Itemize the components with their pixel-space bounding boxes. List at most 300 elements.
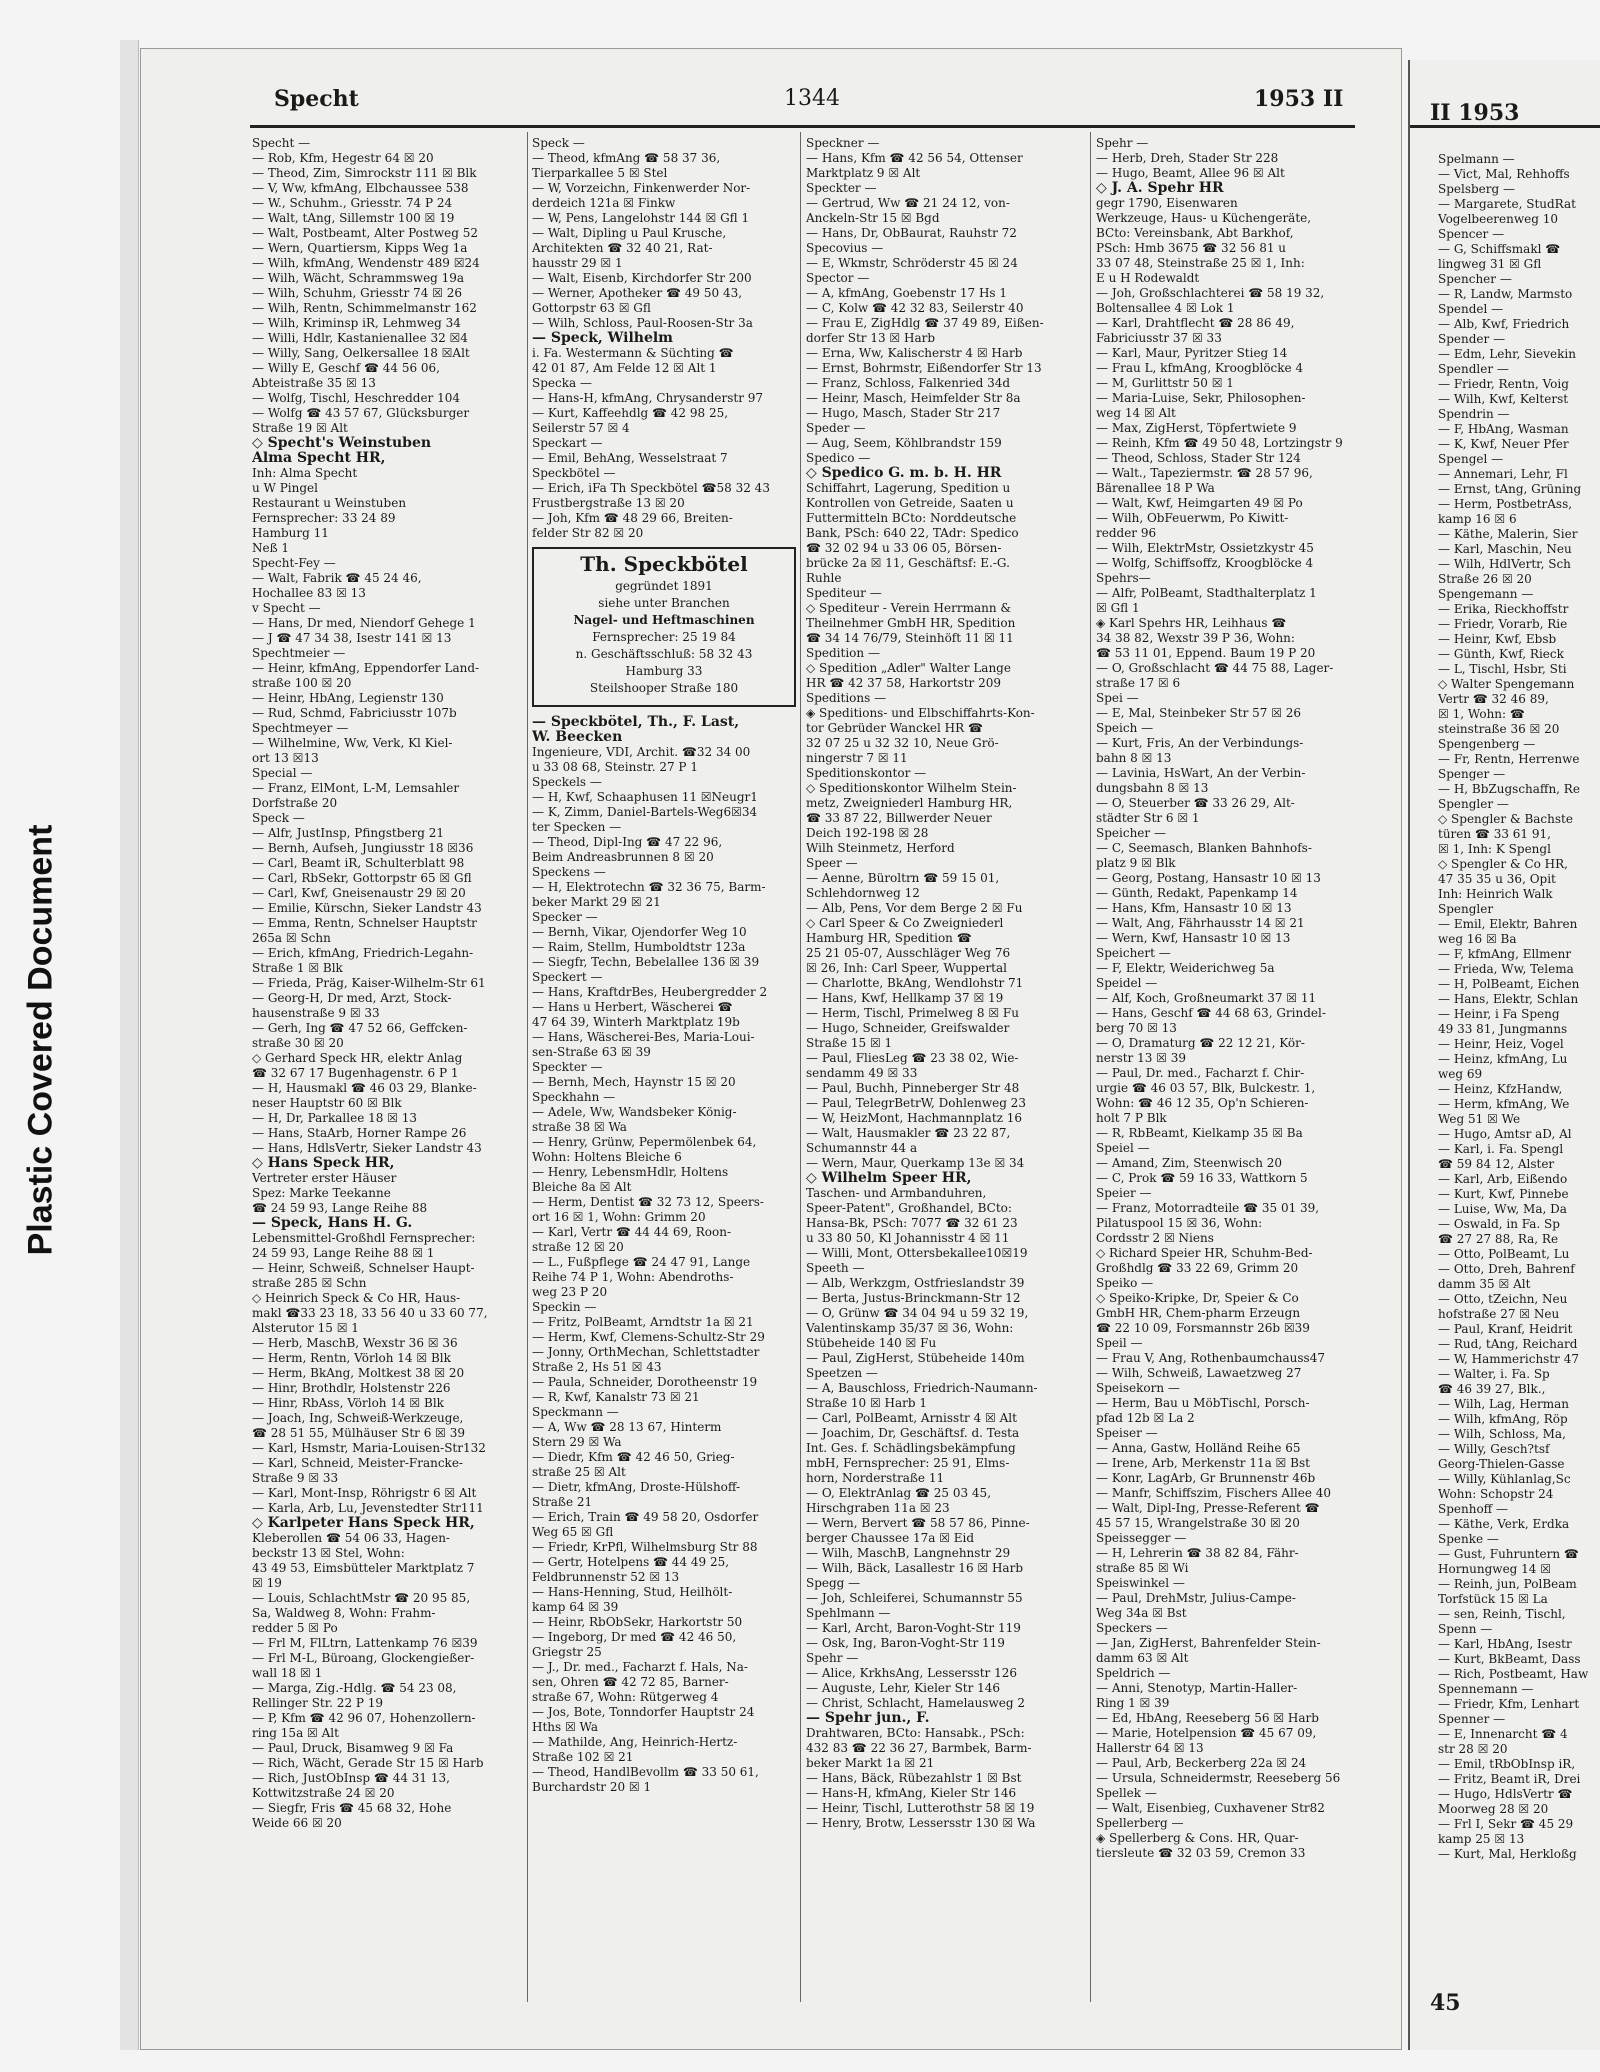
directory-entry: — Heinr, Schweiß, Schnelser Haupt- xyxy=(252,1261,475,1275)
directory-entry: — E, Wkmstr, Schröderstr 45 ☒ 24 xyxy=(806,256,1018,270)
directory-entry: — Anna, Gastw, Holländ Reihe 65 xyxy=(1096,1441,1301,1455)
directory-entry: ☎ 34 14 76/79, Steinhöft 11 ☒ 11 xyxy=(806,631,1014,645)
directory-entry: holt 7 P Blk xyxy=(1096,1111,1167,1125)
directory-entry: Tierparkallee 5 ☒ Stel xyxy=(532,166,668,180)
directory-entry: — Carl, Kwf, Gneisenaustr 29 ☒ 20 xyxy=(252,886,466,900)
directory-entry: — Hans, Kwf, Hellkamp 37 ☒ 19 xyxy=(806,991,1004,1005)
directory-entry: Straße 19 ☒ Alt xyxy=(252,421,348,435)
directory-entry: — Heinr, i Fa Speng xyxy=(1438,1007,1560,1021)
directory-entry: — Herm, PostbetrAss, xyxy=(1438,497,1573,511)
directory-entry: — Paul, DrehMstr, Julius-Campe- xyxy=(1096,1591,1296,1605)
directory-entry: Special — xyxy=(252,766,313,780)
directory-entry: straße 85 ☒ Wi xyxy=(1096,1561,1189,1575)
directory-entry: ◇ Spengler & Bachste xyxy=(1438,812,1573,826)
directory-entry: — Frau V, Ang, Rothenbaumchauss47 xyxy=(1096,1351,1325,1365)
directory-entry: — Ingeborg, Dr med ☎ 42 46 50, xyxy=(532,1630,737,1644)
directory-entry: Feldbrunnenstr 52 ☒ 13 xyxy=(532,1570,680,1584)
directory-entry: Spengler xyxy=(1438,902,1494,916)
directory-entry: Specht — xyxy=(252,136,311,150)
directory-entry: — Frl M-L, Büroang, Glockengießer- xyxy=(252,1651,475,1665)
directory-entry: — Karl, Vertr ☎ 44 44 69, Roon- xyxy=(532,1225,732,1239)
directory-entry: — Emil, tRbObInsp iR, xyxy=(1438,1757,1576,1771)
directory-entry: ☎ 28 51 55, Mülhäuser Str 6 ☒ 39 xyxy=(252,1426,465,1440)
directory-entry: — Hans, Wäscherei-Bes, Maria-Loui- xyxy=(532,1030,755,1044)
directory-entry: 25 21 05-07, Ausschläger Weg 76 xyxy=(806,946,1011,960)
directory-entry: — O, Steuerber ☎ 33 26 29, Alt- xyxy=(1096,796,1295,810)
directory-entry: — Karl, HbAng, Isestr xyxy=(1438,1637,1572,1651)
directory-entry: — Rich, Wächt, Gerade Str 15 ☒ Harb xyxy=(252,1756,484,1770)
directory-entry: — Hans-H, kfmAng, Kieler Str 146 xyxy=(806,1786,1017,1800)
directory-entry: — Willy, Gesch?tsf xyxy=(1438,1442,1550,1456)
directory-entry: Bärenallee 18 P Wa xyxy=(1096,481,1215,495)
directory-entry: ◇ Wilhelm Speer HR, xyxy=(806,1171,972,1186)
directory-entry: Spenn — xyxy=(1438,1622,1493,1636)
directory-entry: — Wilh, Wächt, Schrammsweg 19a xyxy=(252,271,465,285)
directory-entry: Neß 1 xyxy=(252,541,290,555)
directory-entry: straße 100 ☒ 20 xyxy=(252,676,352,690)
directory-entry: — Walt, Eisenb, Kirchdorfer Str 200 xyxy=(532,271,752,285)
directory-entry: — Speck, Wilhelm xyxy=(532,331,673,346)
directory-entry: — Erika, Rieckhoffstr xyxy=(1438,602,1569,616)
directory-entry: — Karl, Maschin, Neu xyxy=(1438,542,1572,556)
directory-entry: Spechtmeier — xyxy=(252,646,346,660)
directory-entry: Vogelbeerenweg 10 xyxy=(1438,212,1558,226)
directory-entry: — K, Zimm, Daniel-Bartels-Weg6☒34 xyxy=(532,805,758,819)
directory-entry: — Heinr, RbObSekr, Harkortstr 50 xyxy=(532,1615,743,1629)
directory-entry: Inh: Heinrich Walk xyxy=(1438,887,1553,901)
directory-entry: Speidel — xyxy=(1096,976,1158,990)
directory-entry: Seilerstr 57 ☒ 4 xyxy=(532,421,630,435)
directory-entry: Bank, PSch: 640 22, TAdr: Spedico xyxy=(806,526,1019,540)
directory-entry: — W, Hammerichstr 47 xyxy=(1438,1352,1579,1366)
directory-entry: — Dietr, kfmAng, Droste-Hülshoff- xyxy=(532,1480,741,1494)
directory-entry: — Wilh, MaschB, Langnehnstr 29 xyxy=(806,1546,1011,1560)
directory-entry: — Wilh, ElektrMstr, Ossietzkystr 45 xyxy=(1096,541,1314,555)
directory-entry: — Marga, Zig.-Hdlg. ☎ 54 23 08, xyxy=(252,1681,457,1695)
directory-entry: straße 285 ☒ Schn xyxy=(252,1276,367,1290)
directory-entry: E u H Rodewaldt xyxy=(1096,271,1200,285)
directory-entry: u 33 08 68, Steinstr. 27 P 1 xyxy=(532,760,698,774)
directory-entry: — Theod, Dipl-Ing ☎ 47 22 96, xyxy=(532,835,723,849)
directory-entry: Rellinger Str. 22 P 19 xyxy=(252,1696,384,1710)
directory-entry: Speditionskontor — xyxy=(806,766,927,780)
directory-entry: — A, Ww ☎ 28 13 67, Hinterm xyxy=(532,1420,722,1434)
directory-entry: — Walter, i. Fa. Sp xyxy=(1438,1367,1550,1381)
directory-entry: — Frieda, Ww, Telema xyxy=(1438,962,1574,976)
year-volume: 1953 II xyxy=(1254,86,1344,112)
directory-entry: Spennemann — xyxy=(1438,1682,1534,1696)
directory-entry: pfad 12b ☒ La 2 xyxy=(1096,1411,1195,1425)
directory-entry: Speditions — xyxy=(806,691,887,705)
directory-entry: Speer — xyxy=(806,856,858,870)
directory-entry: ningerstr 7 ☒ 11 xyxy=(806,751,908,765)
directory-entry: Speckers — xyxy=(1096,1621,1168,1635)
directory-entry: — Georg-H, Dr med, Arzt, Stock- xyxy=(252,991,452,1005)
directory-entry: Ring 1 ☒ 39 xyxy=(1096,1696,1170,1710)
directory-entry: Speisekorn — xyxy=(1096,1381,1180,1395)
ad-line: gegründet 1891 xyxy=(615,579,713,593)
directory-entry: Kottwitzstraße 24 ☒ 20 xyxy=(252,1786,395,1800)
directory-entry: — Wolfg ☎ 43 57 67, Glücksburger xyxy=(252,406,470,420)
directory-entry: ◇ Specht's Weinstuben xyxy=(252,436,432,451)
directory-entry: türen ☎ 33 61 91, xyxy=(1438,827,1551,841)
directory-entry: ◈ Spellerberg & Cons. HR, Quar- xyxy=(1096,1831,1299,1845)
directory-entry: — Fritz, Beamt iR, Drei xyxy=(1438,1772,1581,1786)
column-divider xyxy=(1090,132,1091,2002)
directory-entry: — Hans, Elektr, Schlan xyxy=(1438,992,1579,1006)
directory-entry: Dorfstraße 20 xyxy=(252,796,338,810)
directory-entry: Wohn: Schopstr 24 xyxy=(1438,1487,1554,1501)
directory-entry: — O, Dramaturg ☎ 22 12 21, Kör- xyxy=(1096,1036,1305,1050)
directory-entry: Specker — xyxy=(532,910,598,924)
directory-entry: — Karl, Arb, Eißendo xyxy=(1438,1172,1568,1186)
directory-entry: — Bernh, Vikar, Ojendorfer Weg 10 xyxy=(532,925,747,939)
directory-entry: — Herm, kfmAng, We xyxy=(1438,1097,1570,1111)
directory-entry: — J., Dr. med., Facharzt f. Hals, Na- xyxy=(532,1660,748,1674)
directory-entry: Speiswinkel — xyxy=(1096,1576,1185,1590)
directory-entry: ◇ Walter Spengemann xyxy=(1438,677,1575,691)
directory-entry: — Hugo, HdlsVertr ☎ xyxy=(1438,1787,1573,1801)
directory-entry: — Käthe, Malerin, Sier xyxy=(1438,527,1578,541)
directory-entry: ◇ Heinrich Speck & Co HR, Haus- xyxy=(252,1291,461,1305)
directory-entry: — Walt, Kwf, Heimgarten 49 ☒ Po xyxy=(1096,496,1303,510)
directory-entry: — Emil, BehAng, Wesselstraat 7 xyxy=(532,451,728,465)
directory-entry: — Joh, Schleiferei, Schumannstr 55 xyxy=(806,1591,1023,1605)
directory-entry: Spenger — xyxy=(1438,767,1506,781)
plastic-cover-label: Plastic Covered Document xyxy=(21,824,60,1256)
directory-entry: — R, RbBeamt, Kielkamp 35 ☒ Ba xyxy=(1096,1126,1303,1140)
directory-entry: — Auguste, Lehr, Kieler Str 146 xyxy=(806,1681,1001,1695)
directory-entry: ☎ 33 87 22, Billwerder Neuer xyxy=(806,811,992,825)
directory-entry: gegr 1790, Eisenwaren xyxy=(1096,196,1238,210)
directory-entry: Spellek — xyxy=(1096,1786,1157,1800)
directory-entry: — Alfr, JustInsp, Pfingstberg 21 xyxy=(252,826,445,840)
directory-entry: hausenstraße 9 ☒ 33 xyxy=(252,1006,380,1020)
directory-entry: 49 33 81, Jungmanns xyxy=(1438,1022,1568,1036)
speckboetel-advertisement xyxy=(532,547,796,707)
directory-entry: Kleberollen ☎ 54 06 33, Hagen- xyxy=(252,1531,450,1545)
directory-entry: — Theod, Schloss, Stader Str 124 xyxy=(1096,451,1301,465)
directory-entry: — H, Lehrerin ☎ 38 82 84, Fähr- xyxy=(1096,1546,1299,1560)
directory-entry: ter Specken — xyxy=(532,820,622,834)
directory-entry: brücke 2a ☒ 11, Geschäftsf: E.-G. xyxy=(806,556,1010,570)
directory-entry: — Wilh, Lag, Herman xyxy=(1438,1397,1569,1411)
directory-entry: — Spehr jun., F. xyxy=(806,1711,930,1726)
directory-entry: — Aenne, Büroltrn ☎ 59 15 01, xyxy=(806,871,1000,885)
directory-entry: u 33 80 50, Kl Johannisstr 4 ☒ 11 xyxy=(806,1231,1010,1245)
directory-entry: städter Str 6 ☒ 1 xyxy=(1096,811,1200,825)
directory-entry: — J ☎ 47 34 38, Isestr 141 ☒ 13 xyxy=(252,631,452,645)
directory-entry: — Charlotte, BkAng, Wendlohstr 71 xyxy=(806,976,1024,990)
directory-entry: — Walt., Tapeziermstr. ☎ 28 57 96, xyxy=(1096,466,1313,480)
directory-entry: — A, Bauschloss, Friedrich-Naumann- xyxy=(806,1381,1038,1395)
directory-entry: Inh: Alma Specht xyxy=(252,466,358,480)
ad-line: n. Geschäftsschluß: 58 32 43 xyxy=(575,647,753,661)
directory-entry: 42 01 87, Am Felde 12 ☒ Alt 1 xyxy=(532,361,717,375)
directory-entry: W. Beecken xyxy=(532,730,623,745)
ad-line: Nagel- und Heftmaschinen xyxy=(573,613,755,627)
directory-entry: — Wern, Maur, Querkamp 13e ☒ 34 xyxy=(806,1156,1025,1170)
directory-entry: Pilatuspool 15 ☒ 36, Wohn: xyxy=(1096,1216,1263,1230)
directory-entry: ☒ 19 xyxy=(252,1576,282,1590)
directory-entry: — Erich, kfmAng, Friedrich-Legahn- xyxy=(252,946,474,960)
directory-entry: 43 49 53, Eimsbütteler Marktplatz 7 xyxy=(252,1561,475,1575)
directory-entry: ◇ Spengler & Co HR, xyxy=(1438,857,1568,871)
directory-entry: straße 25 ☒ Alt xyxy=(532,1465,626,1479)
directory-entry: Spengler — xyxy=(1438,797,1509,811)
directory-entry: — F, kfmAng, Ellmenr xyxy=(1438,947,1572,961)
directory-entry: ☎ 32 67 17 Bugenhagenstr. 6 P 1 xyxy=(252,1066,459,1080)
directory-entry: — Kurt, BkBeamt, Dass xyxy=(1438,1652,1581,1666)
directory-entry: Anckeln-Str 15 ☒ Bgd xyxy=(806,211,940,225)
directory-entry: — F, HbAng, Wasman xyxy=(1438,422,1569,436)
directory-entry: weg 16 ☒ Ba xyxy=(1438,932,1517,946)
directory-entry: ☎ 46 39 27, Blk., xyxy=(1438,1382,1546,1396)
directory-entry: Torfstück 15 ☒ La xyxy=(1438,1592,1548,1606)
directory-entry: ◈ Karl Spehrs HR, Leihhaus ☎ xyxy=(1096,616,1287,630)
directory-entry: — Wilh, kfmAng, Röp xyxy=(1438,1412,1568,1426)
directory-entry: — Manfr, Schiffszim, Fischers Allee 40 xyxy=(1096,1486,1332,1500)
directory-entry: — Kurt, Kwf, Pinnebe xyxy=(1438,1187,1569,1201)
directory-entry: — Jan, ZigHerst, Bahrenfelder Stein- xyxy=(1096,1636,1321,1650)
directory-entry: Spencher — xyxy=(1438,272,1512,286)
directory-entry: — Wilh, Schloss, Paul-Roosen-Str 3a xyxy=(532,316,753,330)
directory-entry: — Willy, Kühlanlag,Sc xyxy=(1438,1472,1571,1486)
directory-entry: — Emil, Elektr, Bahren xyxy=(1438,917,1578,931)
facing-page xyxy=(1408,60,1600,2050)
directory-entry: — Hans, HdlsVertr, Sieker Landstr 43 xyxy=(252,1141,482,1155)
directory-entry: Specka — xyxy=(532,376,592,390)
directory-entry: ☎ 27 27 88, Ra, Re xyxy=(1438,1232,1559,1246)
directory-entry: Straße 2, Hs 51 ☒ 43 xyxy=(532,1360,662,1374)
column-2 xyxy=(532,136,796,1795)
directory-entry: Vertr ☎ 32 46 89, xyxy=(1438,692,1549,706)
directory-entry: Beim Andreasbrunnen 8 ☒ 20 xyxy=(532,850,714,864)
directory-entry: Spegg — xyxy=(806,1576,861,1590)
directory-entry: Alsterutor 15 ☒ 1 xyxy=(252,1321,359,1335)
directory-entry: — E, Innenarcht ☎ 4 xyxy=(1438,1727,1568,1741)
facing-page-header: II 1953 xyxy=(1430,100,1520,126)
directory-entry: Speiel — xyxy=(1096,1141,1150,1155)
directory-entry: — A, kfmAng, Goebenstr 17 Hs 1 xyxy=(806,286,1008,300)
directory-entry: ◇ Gerhard Speck HR, elektr Anlag xyxy=(252,1051,463,1065)
directory-entry: — Fritz, PolBeamt, Arndtstr 1a ☒ 21 xyxy=(532,1315,754,1329)
directory-entry: — Hans u Herbert, Wäscherei ☎ xyxy=(532,1000,733,1014)
directory-entry: metz, Zweigniederl Hamburg HR, xyxy=(806,796,1013,810)
directory-entry: Schiffahrt, Lagerung, Spedition u xyxy=(806,481,1011,495)
directory-entry: — Karl, i. Fa. Spengl xyxy=(1438,1142,1564,1156)
directory-entry: — Bernh, Mech, Haynstr 15 ☒ 20 xyxy=(532,1075,736,1089)
directory-entry: — Rud, Schmd, Fabriciusstr 107b xyxy=(252,706,457,720)
ad-line: siehe unter Branchen xyxy=(598,596,730,610)
column-divider xyxy=(527,132,528,2002)
directory-entry: — Franz, ElMont, L-M, Lemsahler xyxy=(252,781,460,795)
directory-entry: Spehlmann — xyxy=(806,1606,891,1620)
directory-entry: Spengel — xyxy=(1438,452,1504,466)
directory-entry: Speckens — xyxy=(532,865,606,879)
directory-entry: ◇ Spedico G. m. b. H. HR xyxy=(806,466,1002,481)
directory-entry: — Hugo, Beamt, Allee 96 ☒ Alt xyxy=(1096,166,1285,180)
directory-entry: Speck — xyxy=(252,811,305,825)
directory-entry: — R, Landw, Marmsto xyxy=(1438,287,1573,301)
directory-entry: — Karl, Hsmstr, Maria-Louisen-Str132 xyxy=(252,1441,486,1455)
directory-entry: Spenner — xyxy=(1438,1712,1506,1726)
directory-entry: — Hinr, RbAss, Vörloh 14 ☒ Blk xyxy=(252,1396,444,1410)
directory-entry: — O, Großschlacht ☎ 44 75 88, Lager- xyxy=(1096,661,1334,675)
directory-entry: — Wilh, HdlVertr, Sch xyxy=(1438,557,1571,571)
directory-entry: — Henry, Grünw, Pepermölenbek 64, xyxy=(532,1135,757,1149)
directory-entry: Speck — xyxy=(532,136,585,150)
directory-entry: — Henry, Brotw, Lessersstr 130 ☒ Wa xyxy=(806,1816,1036,1830)
page-number: 1344 xyxy=(784,86,840,111)
directory-entry: Spei — xyxy=(1096,691,1139,705)
directory-entry: Alma Specht HR, xyxy=(252,451,386,466)
directory-entry: — Lavinia, HsWart, An der Verbin- xyxy=(1096,766,1306,780)
directory-entry: damm 35 ☒ Alt xyxy=(1438,1277,1531,1291)
directory-entry: — Louis, SchlachtMstr ☎ 20 95 85, xyxy=(252,1591,471,1605)
directory-entry: Speicher — xyxy=(1096,826,1166,840)
directory-entry: Speckart — xyxy=(532,436,603,450)
directory-entry: Lebensmittel-Großhdl Fernsprecher: xyxy=(252,1231,476,1245)
directory-entry: — Erich, iFa Th Speckbötel ☎58 32 43 xyxy=(532,481,770,495)
directory-entry: — Käthe, Verk, Erdka xyxy=(1438,1517,1570,1531)
directory-entry: — Franz, Motorradteile ☎ 35 01 39, xyxy=(1096,1201,1320,1215)
directory-entry: ☒ Gfl 1 xyxy=(1096,601,1140,615)
directory-entry: ring 15a ☒ Alt xyxy=(252,1726,339,1740)
directory-entry: Hamburg HR, Spedition ☎ xyxy=(806,931,972,945)
directory-entry: Weide 66 ☒ 20 xyxy=(252,1816,342,1830)
directory-entry: Spender — xyxy=(1438,332,1506,346)
directory-entry: — Wern, Kwf, Hansastr 10 ☒ 13 xyxy=(1096,931,1291,945)
directory-entry: Hansa-Bk, PSch: 7077 ☎ 32 61 23 xyxy=(806,1216,1018,1230)
directory-entry: — Vict, Mal, Rehhoffs xyxy=(1438,167,1570,181)
directory-entry: — Bernh, Aufseh, Jungiusstr 18 ☒36 xyxy=(252,841,474,855)
directory-entry: hausstr 29 ☒ 1 xyxy=(532,256,623,270)
directory-entry: ◇ Speiko-Kripke, Dr, Speier & Co xyxy=(1096,1291,1299,1305)
directory-entry: Spenke — xyxy=(1438,1532,1499,1546)
directory-entry: — Anni, Stenotyp, Martin-Haller- xyxy=(1096,1681,1298,1695)
directory-entry: Speil — xyxy=(1096,1336,1143,1350)
directory-entry: ◇ Carl Speer & Co Zweigniederl xyxy=(806,916,1004,930)
directory-entry: — Raim, Stellm, Humboldtstr 123a xyxy=(532,940,746,954)
directory-entry: Speich — xyxy=(1096,721,1154,735)
directory-entry: Specovius — xyxy=(806,241,884,255)
directory-entry: — Willy, Sang, Oelkersallee 18 ☒Alt xyxy=(252,346,470,360)
directory-entry: Schumannstr 44 a xyxy=(806,1141,918,1155)
directory-entry: ◈ Speditions- und Elbschiffahrts-Kon- xyxy=(806,706,1035,720)
directory-entry: — W, HeizMont, Hachmannplatz 16 xyxy=(806,1111,1023,1125)
directory-entry: — Ernst, Bohrmstr, Eißendorfer Str 13 xyxy=(806,361,1042,375)
directory-entry: — Alf, Koch, Großneumarkt 37 ☒ 11 xyxy=(1096,991,1317,1005)
directory-entry: — Hans-H, kfmAng, Chrysanderstr 97 xyxy=(532,391,764,405)
directory-entry: — Amand, Zim, Steenwisch 20 xyxy=(1096,1156,1283,1170)
directory-entry: — Walt, Hausmakler ☎ 23 22 87, xyxy=(806,1126,1011,1140)
directory-entry: — Ed, HbAng, Reeseberg 56 ☒ Harb xyxy=(1096,1711,1319,1725)
directory-entry: — Wilh, Kriminsp iR, Lehmweg 34 xyxy=(252,316,461,330)
directory-entry: platz 9 ☒ Blk xyxy=(1096,856,1176,870)
directory-entry: beker Markt 1a ☒ 21 xyxy=(806,1756,935,1770)
running-head: Specht xyxy=(274,86,359,112)
directory-entry: i. Fa. Westermann & Süchting ☎ xyxy=(532,346,734,360)
directory-entry: HR ☎ 42 37 58, Harkortstr 209 xyxy=(806,676,1001,690)
directory-entry: Architekten ☎ 32 40 21, Rat- xyxy=(532,241,713,255)
directory-entry: — Siegfr, Fris ☎ 45 68 32, Hohe xyxy=(252,1801,452,1815)
directory-entry: ☎ 32 02 94 u 33 06 05, Börsen- xyxy=(806,541,1002,555)
directory-entry: — H, Kwf, Schaaphusen 11 ☒Neugr1 xyxy=(532,790,758,804)
directory-entry: — Werner, Apotheker ☎ 49 50 43, xyxy=(532,286,743,300)
directory-entry: — Frl M, FlLtrn, Lattenkamp 76 ☒39 xyxy=(252,1636,478,1650)
directory-entry: — Friedr, KrPfl, Wilhelmsburg Str 88 xyxy=(532,1540,758,1554)
directory-entry: — Willi, Mont, Ottersbekallee10☒19 xyxy=(806,1246,1028,1260)
directory-entry: — Paul, ZigHerst, Stübeheide 140m xyxy=(806,1351,1025,1365)
directory-entry: — Franz, Schloss, Falkenried 34d xyxy=(806,376,1011,390)
directory-entry: — Herb, MaschB, Wexstr 36 ☒ 36 xyxy=(252,1336,458,1350)
directory-entry: Speier — xyxy=(1096,1186,1152,1200)
directory-entry: — Aug, Seem, Köhlbrandstr 159 xyxy=(806,436,1002,450)
directory-entry: — Alb, Pens, Vor dem Berge 2 ☒ Fu xyxy=(806,901,1023,915)
directory-entry: — Paula, Schneider, Dorotheenstr 19 xyxy=(532,1375,758,1389)
directory-entry: — Siegfr, Techn, Bebelallee 136 ☒ 39 xyxy=(532,955,760,969)
directory-entry: — Edm, Lehr, Sievekin xyxy=(1438,347,1576,361)
directory-entry: — Karl, Maur, Pyritzer Stieg 14 xyxy=(1096,346,1288,360)
directory-entry: Abteistraße 35 ☒ 13 xyxy=(252,376,376,390)
directory-entry: Spedition — xyxy=(806,646,880,660)
directory-entry: Straße 15 ☒ 1 xyxy=(806,1036,893,1050)
directory-entry: wall 18 ☒ 1 xyxy=(252,1666,323,1680)
directory-entry: PSch: Hmb 3675 ☎ 32 56 81 u xyxy=(1096,241,1287,255)
directory-entry: Spehrs— xyxy=(1096,571,1151,585)
directory-entry: — Paul, FliesLeg ☎ 23 38 02, Wie- xyxy=(806,1051,1019,1065)
directory-entry: Straße 9 ☒ 33 xyxy=(252,1471,339,1485)
directory-entry: Spector — xyxy=(806,271,870,285)
directory-entry: 45 57 15, Wrangelstraße 30 ☒ 20 xyxy=(1096,1516,1300,1530)
directory-entry: Restaurant u Weinstuben xyxy=(252,496,407,510)
directory-entry: — Theod, kfmAng ☎ 58 37 36, xyxy=(532,151,721,165)
directory-entry: — Karl, Schneid, Meister-Francke- xyxy=(252,1456,463,1470)
directory-entry: — Hans, Bäck, Rübezahlstr 1 ☒ Bst xyxy=(806,1771,1022,1785)
directory-entry: — Wilh, Bäck, Lasallestr 16 ☒ Harb xyxy=(806,1561,1024,1575)
directory-entry: — Willy E, Geschf ☎ 44 56 06, xyxy=(252,361,440,375)
directory-entry: — Heinr, Masch, Heimfelder Str 8a xyxy=(806,391,1021,405)
directory-entry: — Kurt, Fris, An der Verbindungs- xyxy=(1096,736,1304,750)
directory-entry: — sen, Reinh, Tischl, xyxy=(1438,1607,1566,1621)
directory-entry: — Fr, Rentn, Herrenwe xyxy=(1438,752,1580,766)
directory-entry: Weg 51 ☒ We xyxy=(1438,1112,1521,1126)
page-edge xyxy=(120,40,139,2050)
directory-entry: Weg 65 ☒ Gfl xyxy=(532,1525,614,1539)
directory-entry: — H, Dr, Parkallee 18 ☒ 13 xyxy=(252,1111,418,1125)
directory-entry: — Diedr, Kfm ☎ 42 46 50, Grieg- xyxy=(532,1450,735,1464)
directory-entry: Taschen- und Armbanduhren, xyxy=(806,1186,987,1200)
directory-entry: — Frau L, kfmAng, Kroogblöcke 4 xyxy=(1096,361,1304,375)
directory-entry: ◇ Spediteur - Verein Herrmann & xyxy=(806,601,1012,615)
directory-entry: — E, Mal, Steinbeker Str 57 ☒ 26 xyxy=(1096,706,1302,720)
directory-entry: berger Chaussee 17a ☒ Eid xyxy=(806,1531,975,1545)
directory-entry: — Karl, Archt, Baron-Voght-Str 119 xyxy=(806,1621,1021,1635)
directory-entry: — Hugo, Masch, Stader Str 217 xyxy=(806,406,1001,420)
directory-entry: straße 12 ☒ 20 xyxy=(532,1240,624,1254)
directory-entry: — Erna, Ww, Kalischerstr 4 ☒ Harb xyxy=(806,346,1023,360)
directory-entry: — Herm, Kwf, Clemens-Schultz-Str 29 xyxy=(532,1330,765,1344)
directory-entry: — Hans, Dr med, Niendorf Gehege 1 xyxy=(252,616,476,630)
facing-header-rule xyxy=(1410,125,1600,128)
directory-entry: — Wern, Bervert ☎ 58 57 86, Pinne- xyxy=(806,1516,1030,1530)
directory-entry: Theilnehmer GmbH HR, Spedition xyxy=(806,616,1016,630)
directory-entry: Kontrollen von Getreide, Saaten u xyxy=(806,496,1014,510)
directory-entry: — Emma, Rentn, Schnelser Hauptstr xyxy=(252,916,477,930)
directory-entry: weg 69 xyxy=(1438,1067,1483,1081)
ad-line: Hamburg 33 xyxy=(625,664,703,678)
